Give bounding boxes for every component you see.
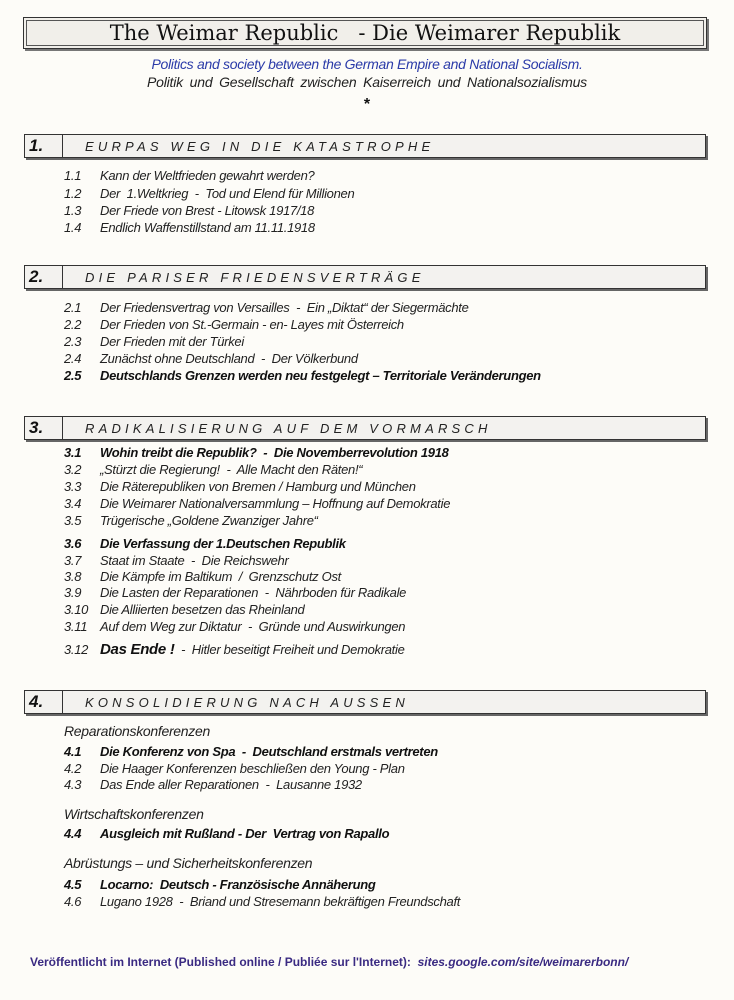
list-item: [64, 317, 404, 332]
list-item: [64, 220, 315, 235]
list-item: [64, 877, 376, 892]
item-number: 3.1: [64, 445, 82, 460]
item-text: Der Frieden mit der Türkei: [100, 334, 244, 349]
item-number: 3.2: [64, 462, 82, 477]
section-header-4: [24, 690, 706, 714]
item-text: Der Friedensvertrag von Versailles - Ein „Diktat“ der Siegermächte: [100, 300, 469, 315]
item-number: 1.4: [64, 220, 82, 235]
item-text: Zunächst ohne Deutschland - Der Völkerbund: [100, 351, 358, 366]
list-item: [64, 894, 460, 909]
list-item: [64, 203, 314, 218]
subtitle-english: Politics and society between the German Empire and National Socialism.: [151, 56, 583, 72]
section-header-2: [24, 265, 706, 289]
item-text: Die Räterepubliken von Bremen / Hamburg und München: [100, 479, 416, 494]
item-number: 3.8: [64, 569, 82, 584]
section-header-3: [24, 416, 706, 440]
subtitle-german: Politik und Gesellschaft zwischen Kaiserreich und Nationalsozialismus: [147, 74, 587, 90]
item-text: Der 1.Weltkrieg - Tod und Elend für Millionen: [100, 186, 355, 201]
item-text: Der Friede von Brest - Litowsk 1917/18: [100, 203, 315, 218]
item-number: 3.7: [64, 553, 82, 568]
list-item: [64, 168, 314, 183]
item-text: Ausgleich mit Rußland - Der Vertrag von Rapallo: [100, 826, 390, 841]
item-number: 1.1: [64, 168, 82, 183]
list-item: [64, 826, 389, 841]
item-text: Staat im Staate - Die Reichswehr: [100, 553, 289, 568]
document-title: The Weimar Republic - Die Weimarer Republik: [23, 17, 707, 49]
list-item: [64, 351, 358, 366]
item-number: 2.5: [64, 368, 82, 383]
subsection-heading: Reparationskonferenzen: [64, 723, 210, 739]
item-text: Die Haager Konferenzen beschließen den Young - Plan: [100, 761, 405, 776]
item-number: 3.5: [64, 513, 82, 528]
item-number: 3.9: [64, 585, 82, 600]
list-item: [64, 602, 305, 617]
section-title: EURPAS WEG IN DIE KATASTROPHE: [85, 138, 435, 154]
section-number: 1.: [25, 135, 63, 157]
item-text: Deutschlands Grenzen werden neu festgelegt – Territoriale Veränderungen: [100, 368, 541, 383]
footer-publication-note: [30, 955, 628, 969]
item-text: Endlich Waffenstillstand am 11.11.1918: [100, 220, 315, 235]
list-item: [64, 569, 341, 584]
item-text: Die Alliierten besetzen das Rheinland: [100, 602, 305, 617]
section-title: RADIKALISIERUNG AUF DEM VORMARSCH: [85, 420, 492, 436]
list-item: [64, 479, 416, 494]
item-number: 3.3: [64, 479, 82, 494]
subsection-heading: Wirtschaftskonferenzen: [64, 806, 204, 822]
list-item: [64, 585, 406, 600]
item-text: Trügerische „Goldene Zwanziger Jahre“: [100, 513, 318, 528]
section-number: 2.: [25, 266, 63, 288]
item-text: „Stürzt die Regierung! - Alle Macht den Räten!“: [100, 462, 363, 477]
item-number: 2.1: [64, 300, 82, 315]
item-number: 1.2: [64, 186, 82, 201]
item-number: 4.3: [64, 777, 82, 792]
item-number: 3.11: [64, 619, 88, 634]
item-text: Auf dem Weg zur Diktatur - Gründe und Auswirkungen: [100, 619, 406, 634]
footer-label: Veröffentlicht im Internet (Published online / Publiée sur l'Internet):: [30, 955, 418, 969]
list-item: [64, 445, 449, 460]
item-number: 2.4: [64, 351, 82, 366]
item-text: - Hitler beseitigt Freiheit und Demokratie: [174, 642, 405, 657]
item-number: 3.4: [64, 496, 82, 511]
item-text: Die Kämpfe im Baltikum / Grenzschutz Ost: [100, 569, 341, 584]
item-text: Kann der Weltfrieden gewahrt werden?: [100, 168, 315, 183]
list-item: [64, 513, 318, 528]
item-number: 3.12: [64, 642, 89, 657]
section-number: 4.: [25, 691, 63, 713]
footer-url-link[interactable]: sites.google.com/site/weimarerbonn/: [417, 955, 629, 969]
item-number: 4.1: [64, 744, 82, 759]
item-number: 3.6: [64, 536, 82, 551]
list-item: [64, 300, 469, 315]
section-header-1: [24, 134, 706, 158]
item-number: 4.5: [64, 877, 82, 892]
item-text: Lugano 1928 - Briand und Stresemann bekräftigen Freundschaft: [100, 894, 461, 909]
item-number: 4.2: [64, 761, 82, 776]
list-item: [64, 641, 405, 658]
list-item: [64, 536, 346, 551]
item-lead: Das Ende !: [100, 641, 175, 658]
subsection-heading: Abrüstungs – und Sicherheitskonferenzen: [64, 855, 313, 871]
asterisk-separator: *: [363, 96, 371, 113]
item-text: Wohin treibt die Republik? - Die Novemberrevolution 1918: [100, 445, 449, 460]
section-title: DIE PARISER FRIEDENSVERTRÄGE: [85, 269, 425, 285]
list-item: [64, 744, 438, 759]
item-number: 2.3: [64, 334, 82, 349]
list-item: [64, 496, 450, 511]
list-item: [64, 334, 244, 349]
item-text: Die Konferenz von Spa - Deutschland erstmals vertreten: [100, 744, 438, 759]
item-number: 3.10: [64, 602, 89, 617]
section-title: KONSOLIDIERUNG NACH AUSSEN: [85, 694, 409, 710]
list-item: [64, 761, 405, 776]
item-text: Locarno: Deutsch - Französische Annäherung: [100, 877, 376, 892]
list-item: [64, 186, 354, 201]
item-number: 4.4: [64, 826, 82, 841]
item-number: 4.6: [64, 894, 82, 909]
item-text: Das Ende aller Reparationen - Lausanne 1932: [100, 777, 362, 792]
item-number: 2.2: [64, 317, 82, 332]
item-text: Der Frieden von St.-Germain - en- Layes mit Österreich: [100, 317, 404, 332]
list-item: [64, 777, 362, 792]
list-item: [64, 368, 541, 383]
item-text: Die Weimarer Nationalversammlung – Hoffnung auf Demokratie: [100, 496, 451, 511]
item-text: Die Verfassung der 1.Deutschen Republik: [100, 536, 346, 551]
list-item: [64, 619, 405, 634]
list-item: [64, 553, 289, 568]
section-number: 3.: [25, 417, 63, 439]
list-item: [64, 462, 362, 477]
item-text: Die Lasten der Reparationen - Nährboden für Radikale: [100, 585, 407, 600]
item-number: 1.3: [64, 203, 82, 218]
